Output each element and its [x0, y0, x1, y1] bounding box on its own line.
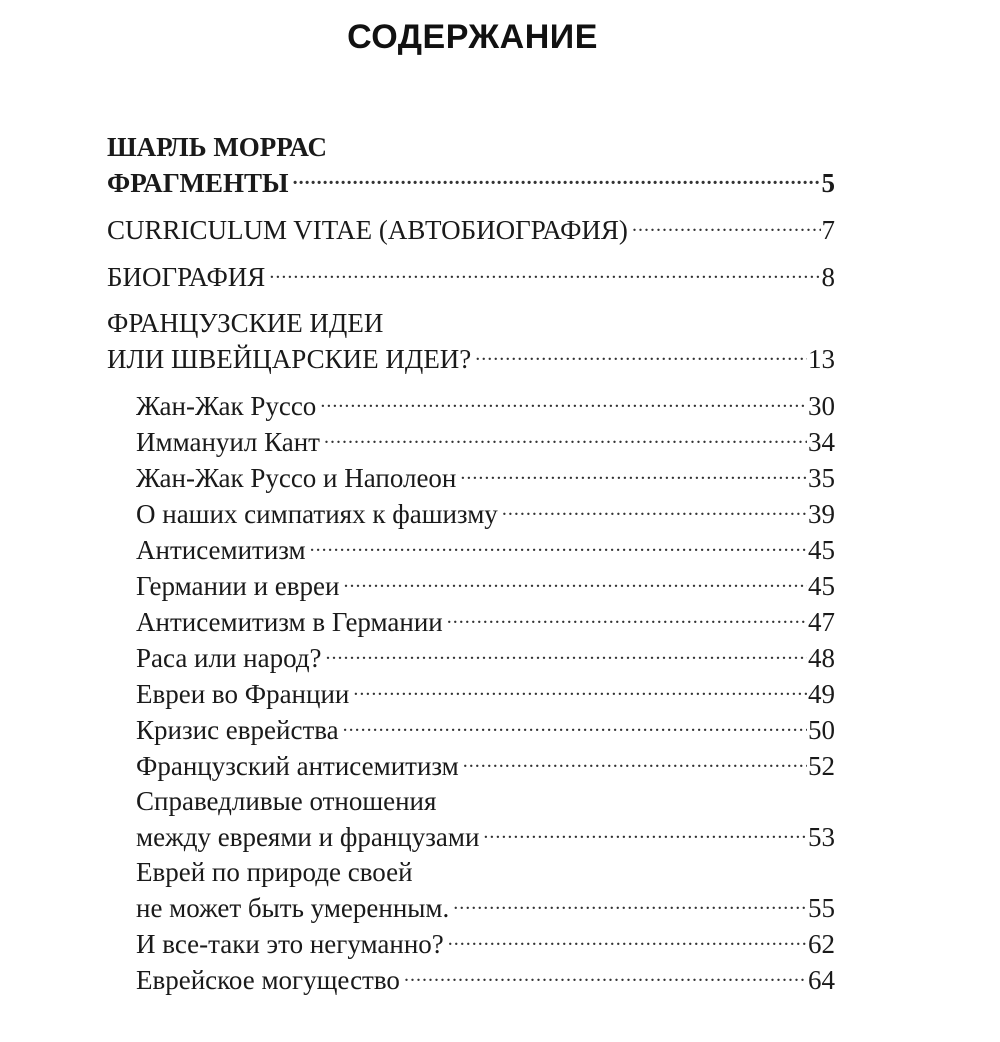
dot-leader	[269, 259, 820, 286]
toc-entry[interactable]	[107, 962, 835, 998]
toc-entry-line	[136, 748, 835, 784]
toc-entry-line	[136, 640, 835, 676]
toc-entry-title: О наших симпатиях к фашизму	[136, 499, 498, 529]
toc-page-number: 64	[808, 965, 835, 995]
toc-entry-line	[136, 962, 835, 998]
toc-entry[interactable]	[107, 926, 835, 962]
toc-entry-title: Еврей по природе своей	[136, 857, 413, 887]
toc-entry-line	[136, 712, 835, 748]
toc-page-number: 7	[821, 215, 835, 245]
toc-entry-line-continued	[136, 784, 835, 819]
toc-entry-title: Евреи во Франции	[136, 679, 350, 709]
toc-entry-title: Французский антисемитизм	[136, 751, 459, 781]
dot-leader	[632, 212, 821, 239]
toc-entry[interactable]	[107, 259, 835, 295]
toc-entry-line	[136, 424, 835, 460]
toc-entry-line	[136, 388, 835, 424]
dot-leader	[447, 604, 807, 631]
toc-entry-title: ФРАНЦУЗСКИЕ ИДЕИ	[107, 308, 384, 338]
dot-leader	[463, 748, 807, 775]
toc-page-number: 35	[808, 463, 835, 493]
toc-entry-line-continued	[107, 130, 835, 165]
toc-entry-title: ШАРЛЬ МОРРАС	[107, 132, 327, 162]
toc-entry-line-continued	[107, 306, 835, 341]
toc-entry-line	[107, 341, 835, 377]
toc-entry-title: CURRICULUM VITAE (АВТОБИОГРАФИЯ)	[107, 215, 628, 245]
toc-page-number: 39	[808, 499, 835, 529]
toc-entry-title: И все-таки это негуманно?	[136, 929, 444, 959]
toc-entry-line	[136, 532, 835, 568]
toc-entry-line	[107, 259, 835, 295]
toc-entry[interactable]	[107, 855, 835, 926]
toc-page-number: 8	[821, 262, 835, 292]
toc-page-number: 50	[808, 715, 835, 745]
toc-entry-line	[136, 676, 835, 712]
toc-page-number: 5	[821, 168, 835, 198]
toc-entry-title: Антисемитизм	[136, 535, 306, 565]
toc-entry-title: ФРАГМЕНТЫ	[107, 168, 289, 198]
toc-page-number: 45	[808, 535, 835, 565]
table-of-contents	[107, 130, 835, 998]
toc-entry[interactable]	[107, 306, 835, 377]
toc-entry[interactable]	[107, 712, 835, 748]
dot-leader	[326, 640, 807, 667]
toc-entry[interactable]	[107, 532, 835, 568]
toc-entry-title: Еврейское могущество	[136, 965, 400, 995]
toc-entry[interactable]	[107, 640, 835, 676]
dot-leader	[483, 819, 807, 846]
dot-leader	[343, 568, 807, 595]
toc-page-number: 30	[808, 391, 835, 421]
page-title: СОДЕРЖАНИЕ	[347, 18, 598, 56]
dot-leader	[475, 341, 807, 368]
dot-leader	[353, 676, 807, 703]
toc-entry[interactable]	[107, 676, 835, 712]
toc-entry-title: не может быть умеренным.	[136, 893, 450, 923]
dot-leader	[460, 460, 807, 487]
toc-entry-title: Раса или народ?	[136, 643, 322, 673]
toc-entry-line-continued	[136, 855, 835, 890]
toc-page-number: 13	[808, 344, 835, 374]
toc-page-number: 48	[808, 643, 835, 673]
toc-entry-title: Иммануил Кант	[136, 427, 320, 457]
toc-entry-title: Жан-Жак Руссо и Наполеон	[136, 463, 457, 493]
dot-leader	[320, 388, 807, 415]
dot-leader	[324, 424, 807, 451]
toc-entry-line	[136, 568, 835, 604]
toc-entry-line	[136, 819, 835, 855]
toc-entry-line	[136, 890, 835, 926]
toc-page-number: 47	[808, 607, 835, 637]
toc-entry[interactable]	[107, 604, 835, 640]
toc-page-number: 49	[808, 679, 835, 709]
toc-entry-title: БИОГРАФИЯ	[107, 262, 266, 292]
toc-entry[interactable]	[107, 784, 835, 855]
toc-entry-title: Кризис еврейства	[136, 715, 339, 745]
toc-page-number: 34	[808, 427, 835, 457]
toc-page-number: 52	[808, 751, 835, 781]
toc-entry-title: Справедливые отношения	[136, 786, 437, 816]
dot-leader	[448, 926, 807, 953]
dot-leader	[343, 712, 807, 739]
toc-page-number: 45	[808, 571, 835, 601]
toc-entry[interactable]	[107, 212, 835, 248]
toc-entry-line	[107, 212, 835, 248]
toc-entry-title: ИЛИ ШВЕЙЦАРСКИЕ ИДЕИ?	[107, 344, 472, 374]
toc-entry-line	[107, 165, 835, 201]
toc-entry-title: между евреями и французами	[136, 822, 480, 852]
dot-leader	[502, 496, 807, 523]
dot-leader	[453, 890, 807, 917]
toc-entry-title: Германии и евреи	[136, 571, 340, 601]
toc-page-number: 53	[808, 822, 835, 852]
toc-page-number: 55	[808, 893, 835, 923]
dot-leader	[293, 165, 821, 192]
toc-page-number: 62	[808, 929, 835, 959]
toc-entry[interactable]	[107, 748, 835, 784]
toc-entry[interactable]	[107, 424, 835, 460]
dot-leader	[310, 532, 807, 559]
dot-leader	[404, 962, 807, 989]
toc-entry[interactable]	[107, 568, 835, 604]
toc-entry[interactable]	[107, 460, 835, 496]
toc-entry-line	[136, 604, 835, 640]
toc-entry[interactable]	[107, 388, 835, 424]
toc-entry-title: Жан-Жак Руссо	[136, 391, 317, 421]
toc-entry-line	[136, 496, 835, 532]
toc-entry-title: Антисемитизм в Германии	[136, 607, 443, 637]
toc-entry-line	[136, 926, 835, 962]
toc-entry[interactable]	[107, 496, 835, 532]
toc-entry-line	[136, 460, 835, 496]
toc-entry[interactable]	[107, 130, 835, 201]
